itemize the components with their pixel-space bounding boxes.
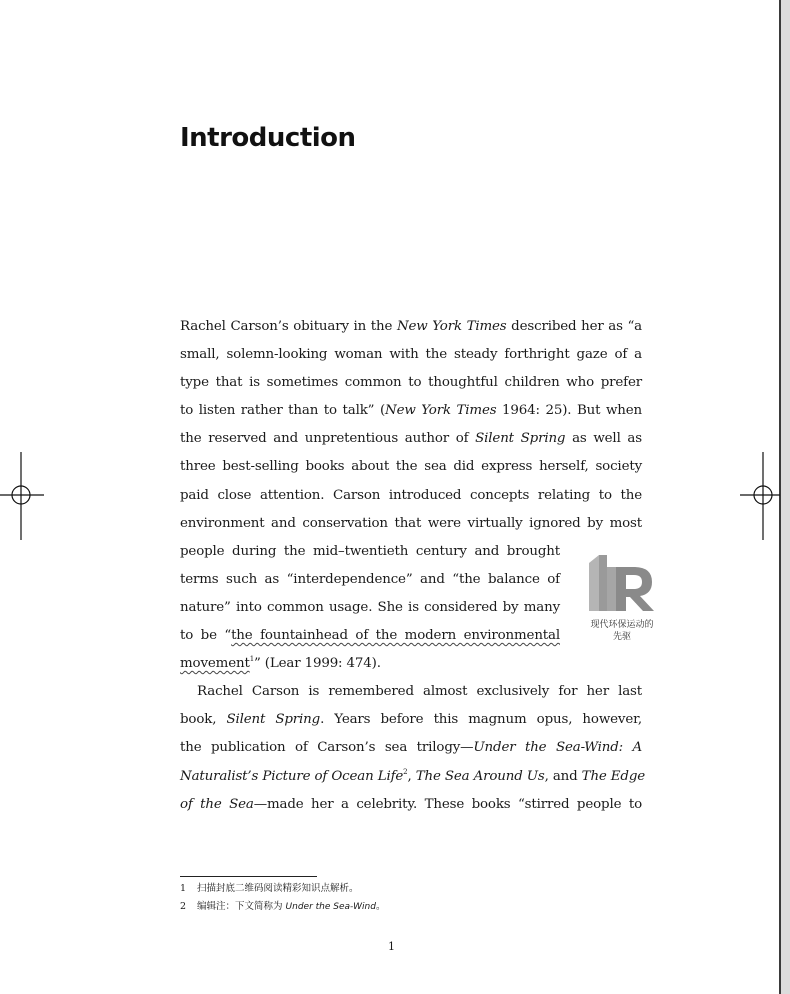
text-line: of the Sea—made her a celebrity. These books “stirred people to (180, 796, 642, 812)
annotation-badge[interactable] (584, 553, 660, 643)
footnote-1: 1 扫描封底二维码阅读精彩知识点解析。 (180, 883, 359, 894)
highlighted-phrase[interactable]: movement (180, 656, 250, 672)
text-line: Rachel Carson is remembered almost exclusively for her last (197, 684, 642, 700)
page-number: 1 (388, 940, 395, 953)
text-line: terms such as “interdependence” and “the balance of (180, 571, 560, 587)
text-line: Naturalist’s Picture of Ocean Life$^2$, The Sea Around Us, and The Edge (180, 767, 646, 784)
footnote-2: 2 编辑注：下文简称为 Under the Sea-Wind。 (180, 901, 386, 912)
footnotes (180, 880, 385, 916)
text-line: small, solemn-looking woman with the steady forthright gaze of a (180, 347, 642, 363)
text-line: to listen rather than to talk” (New York Times 1964: 25). But when (180, 403, 642, 419)
crop-mark-left-icon (0, 452, 46, 540)
crop-mark-right-icon (740, 452, 780, 540)
text-line: the reserved and unpretentious author of Silent Spring as well as (180, 431, 642, 447)
footnote-ref[interactable]: 1 (249, 655, 254, 664)
chapter-title: Introduction (180, 123, 356, 153)
text-line: paid close attention. Carson introduced concepts relating to the (180, 487, 642, 503)
text-line: people during the mid–twentieth century and brought (180, 543, 560, 559)
text-line: type that is sometimes common to thoughtful children who prefer (180, 375, 642, 391)
highlighted-phrase[interactable]: the fountainhead of the modern environmental (231, 628, 560, 644)
text-line: to be “the fountainhead of the modern environmental (180, 628, 560, 644)
text-line: nature” into common usage. She is considered by many (180, 599, 560, 615)
text-line: book, Silent Spring. Years before this magnum opus, however, (180, 712, 642, 728)
text-line: three best-selling books about the sea did express herself, society (180, 459, 642, 475)
text-line: Rachel Carson’s obituary in the New York Times described her as “a (180, 319, 642, 334)
footnote-ref[interactable]: 2 (403, 767, 408, 776)
footnote-divider (180, 876, 317, 877)
page-edge-shadow (780, 0, 790, 994)
body-text (180, 313, 646, 819)
text-line: environment and conservation that were virtually ignored by most (180, 515, 642, 531)
text-line: the publication of Carson’s sea trilogy—Under the Sea-Wind: A (180, 740, 643, 756)
badge-caption: 现代环保运动的 先驱 (590, 620, 654, 642)
reader-logo-icon (586, 553, 658, 617)
text-line: movement$^1$” (Lear 1999: 474). (180, 655, 381, 672)
